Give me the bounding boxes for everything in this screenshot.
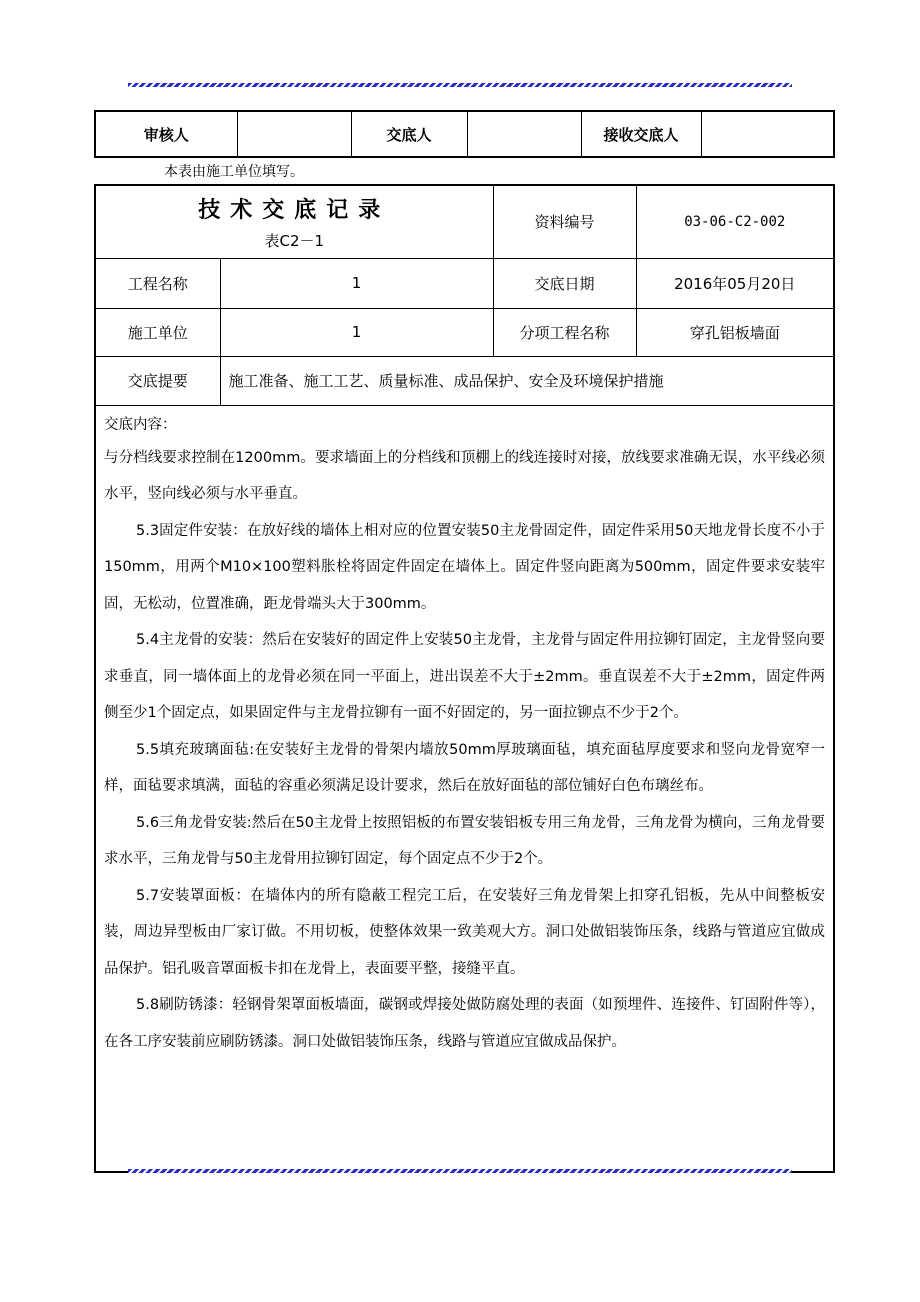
disclosure-content — [95, 405, 834, 1172]
form-code: 表C2－1 — [264, 231, 325, 250]
contractor-label: 施工单位 — [95, 308, 220, 356]
discloser-field[interactable] — [467, 111, 581, 157]
form-title-cell — [95, 185, 493, 258]
content-paragraph: 5.8刷防锈漆：轻钢骨架罩面板墙面，碳钢或焊接处做防腐处理的表面（如预埋件、连接件、钉固附件等），在各工序安装前应刷防锈漆。洞口处做铝装饰压条，线路与管道应宜做成品保护。 — [104, 997, 826, 1050]
disclosure-date-value: 2016年05月20日 — [636, 258, 834, 308]
bottom-decorative-rule — [128, 1169, 792, 1173]
project-name-label: 工程名称 — [95, 258, 220, 308]
subproject-value: 穿孔铝板墙面 — [636, 308, 834, 356]
doc-number-value: 03-06-C2-002 — [636, 185, 834, 258]
content-paragraph: 5.3固定件安装：在放好线的墙体上相对应的位置安装50主龙骨固定件，固定件采用50天地龙骨长度不小于150mm，用两个M10×100塑料胀栓将固定件固定在墙体上。固定件竖向距离为500mm，固定件要求安装牢固，无松动，位置准确，距龙骨端头大于300mm。 — [104, 522, 826, 612]
contractor-value: 1 — [220, 308, 493, 356]
form-title: 技术交底记录 — [198, 197, 391, 223]
receiver-label: 接收交底人 — [581, 111, 701, 157]
signature-table — [94, 110, 835, 158]
disclosure-date-label: 交底日期 — [493, 258, 636, 308]
summary-value: 施工准备、施工工艺、质量标准、成品保护、安全及环境保护措施 — [220, 356, 834, 405]
form-note: 本表由施工单位填写。 — [164, 164, 304, 180]
content-paragraph: 5.4主龙骨的安装：然后在安装好的固定件上安装50主龙骨，主龙骨与固定件用拉铆钉固定，主龙骨竖向要求垂直，同一墙体面上的龙骨必须在同一平面上，进出误差不大于±2mm。垂直误差不大于±2mm，固定件两侧至少1个固定点，如果固定件与主龙骨拉铆有一面不好固定的，另一面拉铆点不少于2个。 — [104, 632, 826, 721]
content-paragraph: 与分档线要求控制在1200mm。要求墙面上的分档线和顶棚上的线连接时对接，放线要求准确无误，水平线必须水平，竖向线必须与水平垂直。 — [104, 449, 826, 502]
discloser-label: 交底人 — [351, 111, 467, 157]
reviewer-label: 审核人 — [95, 111, 237, 157]
receiver-field[interactable] — [701, 111, 834, 157]
doc-number-label: 资料编号 — [493, 185, 636, 258]
content-paragraph: 5.7安装罩面板：在墙体内的所有隐蔽工程完工后，在安装好三角龙骨架上扣穿孔铝板，先从中间整板安装，周边异型板由厂家订做。不用切板，使整体效果一致美观大方。洞口处做铝装饰压条，线路与管道应宜做成品保护。铝孔吸音罩面板卡扣在龙骨上，表面要平整，接缝平直。 — [104, 887, 826, 977]
project-name-value: 1 — [220, 258, 493, 308]
top-decorative-rule — [128, 83, 792, 87]
subproject-label: 分项工程名称 — [493, 308, 636, 356]
technical-disclosure-record — [94, 184, 835, 1173]
content-paragraph: 5.6三角龙骨安装:然后在50主龙骨上按照铝板的布置安装铝板专用三角龙骨，三角龙骨为横向，三角龙骨要求水平，三角龙骨与50主龙骨用拉铆钉固定，每个固定点不少于2个。 — [104, 814, 826, 867]
summary-label: 交底提要 — [95, 356, 220, 405]
content-heading: 交底内容： — [104, 416, 177, 433]
reviewer-field[interactable] — [237, 111, 351, 157]
content-paragraph: 5.5填充玻璃面毡:在安装好主龙骨的骨架内墙放50mm厚玻璃面毡，填充面毡厚度要求和竖向龙骨宽窄一样，面毡要求填满，面毡的容重必须满足设计要求，然后在放好面毡的部位铺好白色布璃丝布。 — [104, 741, 826, 794]
